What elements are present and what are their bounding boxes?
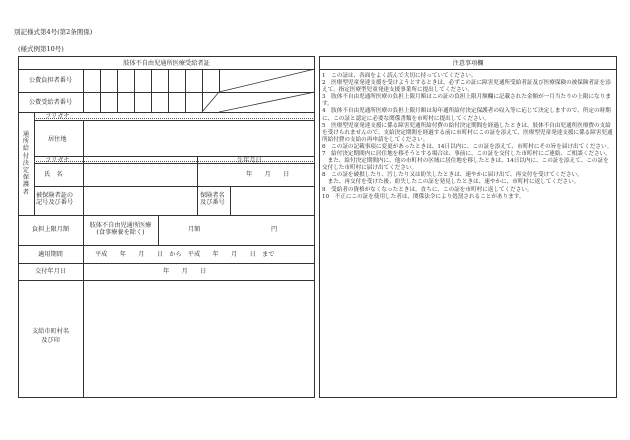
name-label: 氏 名 bbox=[44, 171, 63, 178]
birth-date-fields: 年 月 日 bbox=[246, 171, 290, 178]
furigana-label-2: フリガナ bbox=[45, 157, 70, 164]
note-item: また、再交付を受けた後、紛失したこの証を発見したときは、速やかに、市町村に返してください。 bbox=[322, 179, 580, 186]
birth-date-label: 生年月日 bbox=[237, 157, 262, 164]
form-reference: 別記様式第4号(第2条関係) bbox=[14, 28, 93, 36]
guardian-side-label: 通所給付決定保護者 bbox=[22, 131, 30, 196]
note-item: 1 この証は、各面をよく読んで大切に持っていてください。 bbox=[322, 73, 477, 79]
insured-symbol-label: 被保険者証の 記号及び番号 bbox=[36, 192, 74, 207]
municipality-label: 支給市町村名 及び印 bbox=[31, 328, 70, 345]
period-value: 平成 年 月 日 から 平成 年 月 日 まで bbox=[95, 251, 275, 258]
public-recipient-no-label: 公費受給者番号 bbox=[28, 99, 73, 106]
note-item: 5 医療型児童発達支援に係る障害児通所給付費の給付決定期間を経過したときは、肢体不自由児通所医療費の支給を受けられませんので、支給決定期間を経過する前に市町村にこの証を添えて、医療型児童発達支援に係る障害児通所給付費の支給の再申請をしてください。 bbox=[322, 122, 613, 143]
note-item: 10 不正にこの証を使用した者は、関係法令により処罰されることがあります。 bbox=[322, 193, 525, 200]
form-number: (様式例第10号) bbox=[18, 45, 64, 53]
limit-label: 負担上限月額 bbox=[31, 226, 70, 233]
notes-title: 注意事項欄 bbox=[452, 60, 484, 67]
issue-date-label: 交付年月日 bbox=[35, 268, 66, 275]
note-item: 2 医療型児童発達支援を受けようとするときは、必ずこの証に障害児通所受給者証及び医療保険の被保険者証を添えて、指定医療型児童発達支援事業所に提出してください。 bbox=[322, 80, 611, 94]
monthly-label: 月額 bbox=[188, 226, 201, 233]
period-label: 適用期間 bbox=[38, 251, 63, 258]
note-item: 3 肢体不自由児通所医療の負担上限月額はこの証の負担上限月額欄に記載された金額が一月当たりの上限になります。 bbox=[322, 94, 611, 108]
note-item: 6 この証の記載事項に変更があったときは、14日以内に、この証を添えて、市町村にその旨を届け出てください。 bbox=[322, 143, 613, 150]
notes-list bbox=[322, 73, 614, 201]
limit-description: 肢体不自由児通所医療 (食事療養を除く) bbox=[89, 222, 152, 237]
note-item: 8 この証を破損したり、汚したり又は紛失したときは、速やかに届け出て、再交付を受けてください。 bbox=[322, 172, 583, 179]
issue-date-value: 年 月 日 bbox=[163, 268, 207, 275]
note-item: 4 肢体不自由児通所医療の負担上限月額は毎年通所給付決定保護者の収入等に応じて決定しますので、所定の時期に、この証と認定に必要な関係書類を市町村に提出してください。 bbox=[322, 108, 611, 122]
certificate-title: 肢体不自由児通所医療受給者証 bbox=[123, 60, 210, 67]
note-item: 7 給付決定期間内に居住地を移そうとする場合は、事前に、この証を交付した市町村にご連絡、ご相談ください。 bbox=[322, 151, 611, 158]
yen-label: 円 bbox=[271, 226, 278, 233]
address-label: 居住地 bbox=[48, 136, 67, 143]
insurer-name-label: 保険者名 及び番号 bbox=[200, 192, 225, 207]
public-payer-no-label: 公費負担者番号 bbox=[28, 77, 73, 84]
furigana-label-1: フリガナ bbox=[45, 113, 70, 120]
note-item: また、給付決定期間内に、他の市町村の区域に居住地を移したときは、14日以内に、この証を添えて、この証を交付した市町村に届け出てください。 bbox=[322, 158, 609, 172]
note-item: 9 受給者の資格がなくなったときは、直ちに、この証を市町村に返してください。 bbox=[322, 186, 533, 193]
